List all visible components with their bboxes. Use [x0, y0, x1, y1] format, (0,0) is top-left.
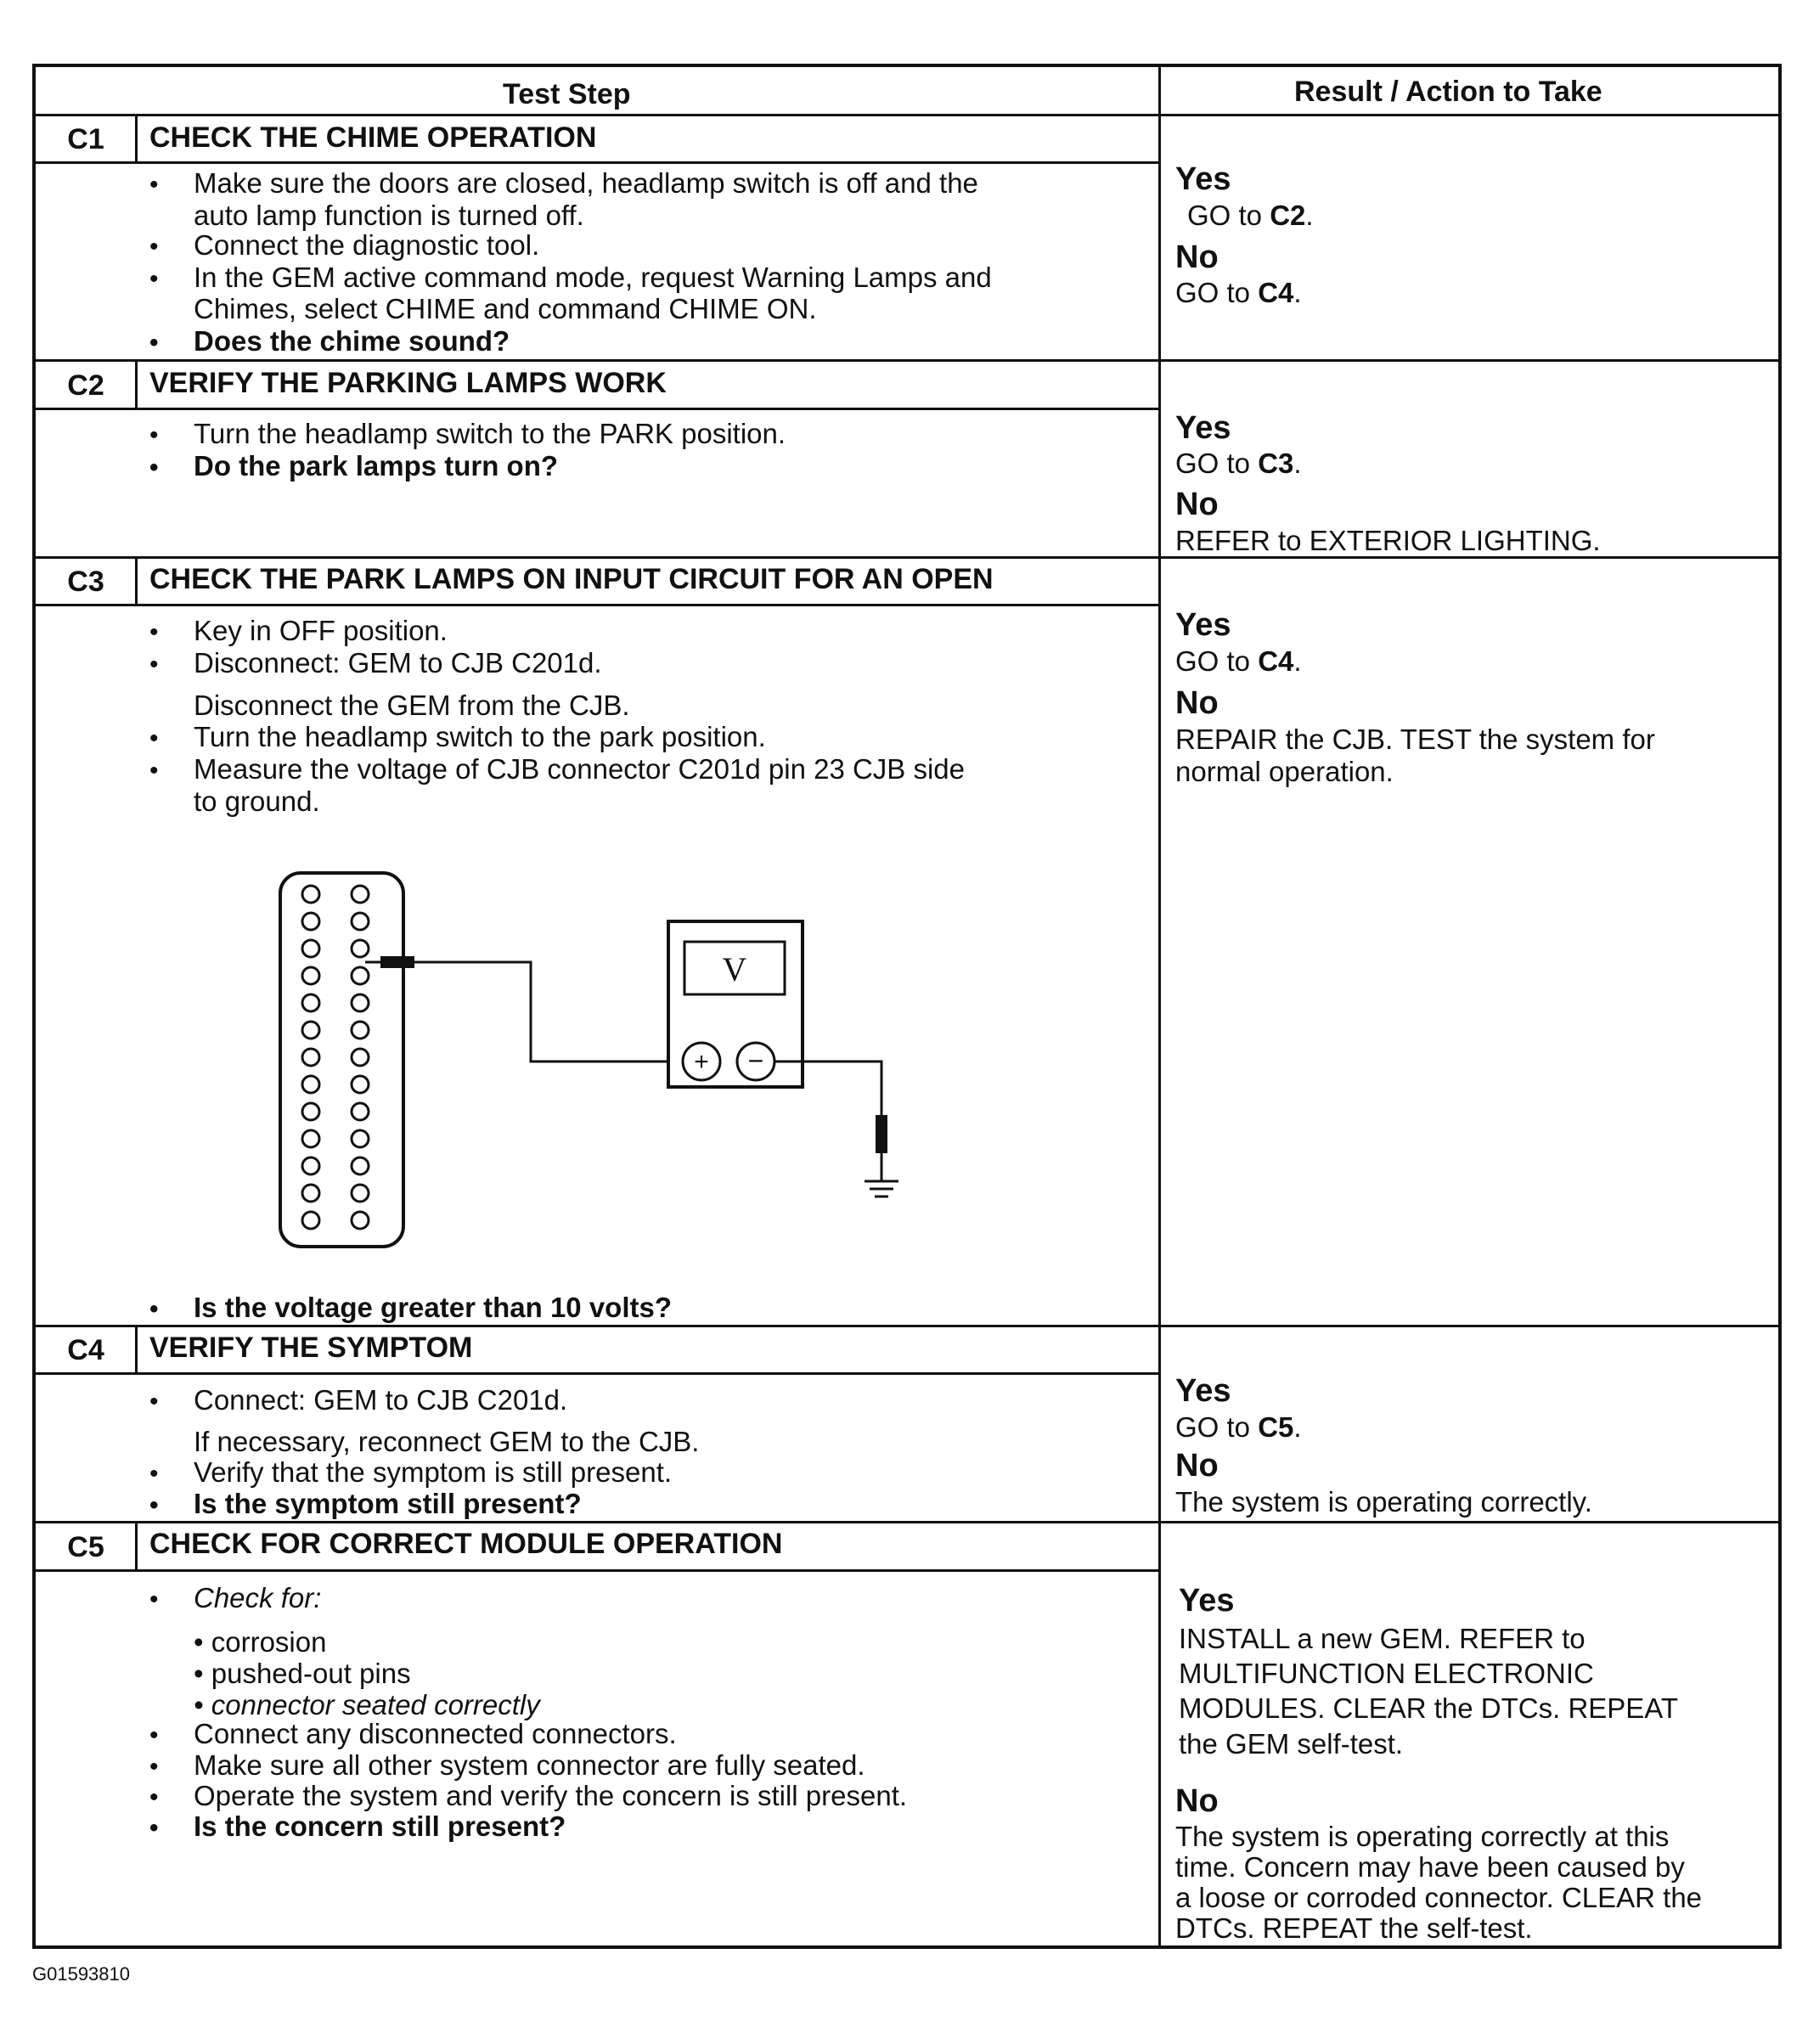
step-line: Disconnect: GEM to CJB C201d.: [194, 647, 602, 679]
step-question: Is the concern still present?: [194, 1810, 566, 1842]
step-line: In the GEM active command mode, request Warning Lamps and: [194, 262, 992, 293]
connector-pin: [302, 1157, 319, 1174]
step-line: Check for:: [194, 1582, 322, 1613]
connector-pin: [302, 1103, 319, 1120]
step-line: Turn the headlamp switch to the park position.: [194, 721, 766, 752]
step-line: Operate the system and verify the concern is still present.: [194, 1780, 908, 1811]
bullet: •: [149, 618, 159, 646]
step-separator: [36, 556, 1778, 559]
result-yes-label: Yes: [1179, 1583, 1235, 1619]
connector-pin: [352, 913, 369, 930]
bullet: •: [149, 1753, 159, 1781]
result-yes-text: the GEM self-test.: [1179, 1728, 1404, 1760]
header-rule: [36, 114, 1778, 116]
step-question: Does the chime sound?: [194, 325, 510, 357]
bullet: •: [149, 421, 159, 449]
result-yes-text: MULTIFUNCTION ELECTRONIC: [1179, 1658, 1594, 1689]
ground-icon: [865, 1181, 898, 1197]
connector-c201d: [280, 873, 403, 1247]
connector-pin: [302, 1022, 319, 1039]
result-yes-text: GO to C5.: [1175, 1411, 1302, 1443]
result-no-text: time. Concern may have been caused by: [1175, 1851, 1685, 1883]
step-number-c3: C3: [67, 566, 104, 598]
bullet: •: [149, 329, 159, 357]
connector-pin: [352, 886, 369, 903]
result-no-label: No: [1175, 1783, 1219, 1819]
result-yes-text: MODULES. CLEAR the DTCs. REPEAT: [1179, 1692, 1679, 1724]
result-yes-text: GO to C2.: [1187, 200, 1314, 231]
connector-pin: [352, 967, 369, 984]
step-question: Is the symptom still present?: [194, 1488, 582, 1519]
bullet: •: [149, 453, 159, 481]
negative-terminal-symbol: −: [747, 1045, 764, 1076]
sub-bullet-line: • pushed-out pins: [194, 1658, 411, 1689]
result-yes-label: Yes: [1175, 1373, 1231, 1409]
step-number-c1: C1: [67, 123, 104, 155]
result-no-text: a loose or corroded connector. CLEAR the: [1175, 1882, 1703, 1913]
sub-bullet-line: • connector seated correctly: [194, 1689, 540, 1720]
connector-pin: [352, 1185, 369, 1202]
connector-pin: [302, 1049, 319, 1066]
header-result-action: Result / Action to Take: [1294, 76, 1602, 108]
step-line: Connect any disconnected connectors.: [194, 1718, 677, 1749]
bullet: •: [149, 233, 159, 261]
step-line: Measure the voltage of CJB connector C201d pin 23 CJB side: [194, 753, 966, 785]
bullet: •: [149, 1783, 159, 1811]
step-line: If necessary, reconnect GEM to the CJB.: [194, 1426, 700, 1457]
result-no-text: normal operation.: [1175, 756, 1394, 787]
figure-id: G01593810: [32, 1963, 130, 1985]
connector-pins: [302, 886, 369, 1229]
result-yes-label: Yes: [1175, 607, 1231, 643]
result-no-text: REFER to EXTERIOR LIGHTING.: [1175, 525, 1601, 556]
step-line: Disconnect the GEM from the CJB.: [194, 690, 630, 721]
result-no-label: No: [1175, 685, 1219, 721]
connector-pin: [302, 940, 319, 957]
connector-pin: [352, 1022, 369, 1039]
step-separator: [36, 1325, 1778, 1327]
result-yes-label: Yes: [1175, 161, 1231, 197]
step-question: Do the park lamps turn on?: [194, 450, 559, 481]
connector-pin: [302, 994, 319, 1011]
connector-pin: [302, 967, 319, 984]
result-no-label: No: [1175, 1448, 1219, 1484]
connector-pin: [352, 1157, 369, 1174]
step-separator: [36, 1521, 1778, 1523]
connector-pin: [302, 1185, 319, 1202]
result-yes-label: Yes: [1175, 410, 1231, 446]
step-line: Turn the headlamp switch to the PARK position.: [194, 418, 786, 449]
meter-display-label: V: [722, 950, 747, 988]
step-title-c2: VERIFY THE PARKING LAMPS WORK: [149, 367, 667, 399]
step-line: Chimes, select CHIME and command CHIME ON.: [194, 293, 817, 324]
step-line: Make sure the doors are closed, headlamp switch is off and the: [194, 167, 978, 199]
connector-pin: [352, 1049, 369, 1066]
step-line: to ground.: [194, 786, 320, 817]
result-no-text: REPAIR the CJB. TEST the system for: [1175, 724, 1655, 755]
connector-pin: [352, 1212, 369, 1229]
result-no-label: No: [1175, 239, 1219, 275]
result-yes-text: GO to C3.: [1175, 448, 1302, 479]
bullet: •: [149, 724, 159, 752]
bullet: •: [149, 1388, 159, 1416]
connector-pin: [352, 1076, 369, 1093]
step-title-c4: VERIFY THE SYMPTOM: [149, 1332, 473, 1364]
bullet: •: [149, 1460, 159, 1488]
step-title-rule: [36, 604, 1158, 606]
step-line: auto lamp function is turned off.: [194, 200, 584, 231]
step-number-divider: [135, 1327, 138, 1374]
step-number-divider: [135, 116, 138, 163]
test-lead-positive: [365, 956, 667, 1061]
connector-pin: [352, 1103, 369, 1120]
connector-pin: [302, 1130, 319, 1147]
step-title-rule: [36, 1372, 1158, 1375]
bullet: •: [149, 1585, 159, 1613]
step-line: Verify that the symptom is still present.: [194, 1456, 673, 1488]
result-no-text: The system is operating correctly.: [1175, 1486, 1592, 1518]
step-title-rule: [36, 408, 1158, 410]
bullet: •: [149, 1814, 159, 1842]
column-divider: [1158, 67, 1161, 1945]
step-number-c5: C5: [67, 1531, 104, 1563]
result-no-text: The system is operating correctly at this: [1175, 1821, 1670, 1852]
result-no-text: GO to C4.: [1175, 277, 1302, 308]
step-number-divider: [135, 362, 138, 409]
connector-pin: [352, 1130, 369, 1147]
step-title-rule: [36, 1569, 1158, 1572]
bullet: •: [149, 650, 159, 679]
step-title-c5: CHECK FOR CORRECT MODULE OPERATION: [149, 1528, 783, 1560]
bullet: •: [149, 265, 159, 293]
step-separator: [36, 359, 1778, 362]
positive-terminal-symbol: +: [694, 1048, 709, 1076]
connector-pin: [302, 913, 319, 930]
sub-bullet-line: • corrosion: [194, 1626, 327, 1658]
bullet: •: [149, 757, 159, 785]
bullet: •: [149, 1295, 159, 1323]
connector-pin: [302, 1076, 319, 1093]
step-number-divider: [135, 1523, 138, 1571]
header-test-step: Test Step: [503, 78, 631, 110]
step-title-rule: [36, 161, 1158, 164]
result-yes-text: GO to C4.: [1175, 645, 1302, 677]
step-number-divider: [135, 559, 138, 605]
connector-pin: [302, 886, 319, 903]
connector-pin: [352, 940, 369, 957]
result-yes-text: INSTALL a new GEM. REFER to: [1179, 1623, 1586, 1654]
step-line: Key in OFF position.: [194, 615, 448, 646]
step-title-c1: CHECK THE CHIME OPERATION: [149, 121, 597, 154]
result-no-text: DTCs. REPEAT the self-test.: [1175, 1912, 1533, 1944]
bullet: •: [149, 1721, 159, 1749]
bullet: •: [149, 1491, 159, 1519]
step-question: Is the voltage greater than 10 volts?: [194, 1292, 672, 1323]
step-title-c3: CHECK THE PARK LAMPS ON INPUT CIRCUIT FOR AN OPEN: [149, 563, 994, 595]
step-number-c2: C2: [67, 369, 104, 402]
voltmeter-diagram: [255, 862, 900, 1261]
connector-pin: [352, 994, 369, 1011]
step-line: Connect: GEM to CJB C201d.: [194, 1384, 568, 1416]
step-line: Connect the diagnostic tool.: [194, 229, 540, 261]
step-line: Make sure all other system connector are fully seated.: [194, 1749, 865, 1781]
step-number-c4: C4: [67, 1334, 104, 1366]
result-no-label: No: [1175, 487, 1219, 522]
connector-pin: [302, 1212, 319, 1229]
bullet: •: [149, 171, 159, 199]
